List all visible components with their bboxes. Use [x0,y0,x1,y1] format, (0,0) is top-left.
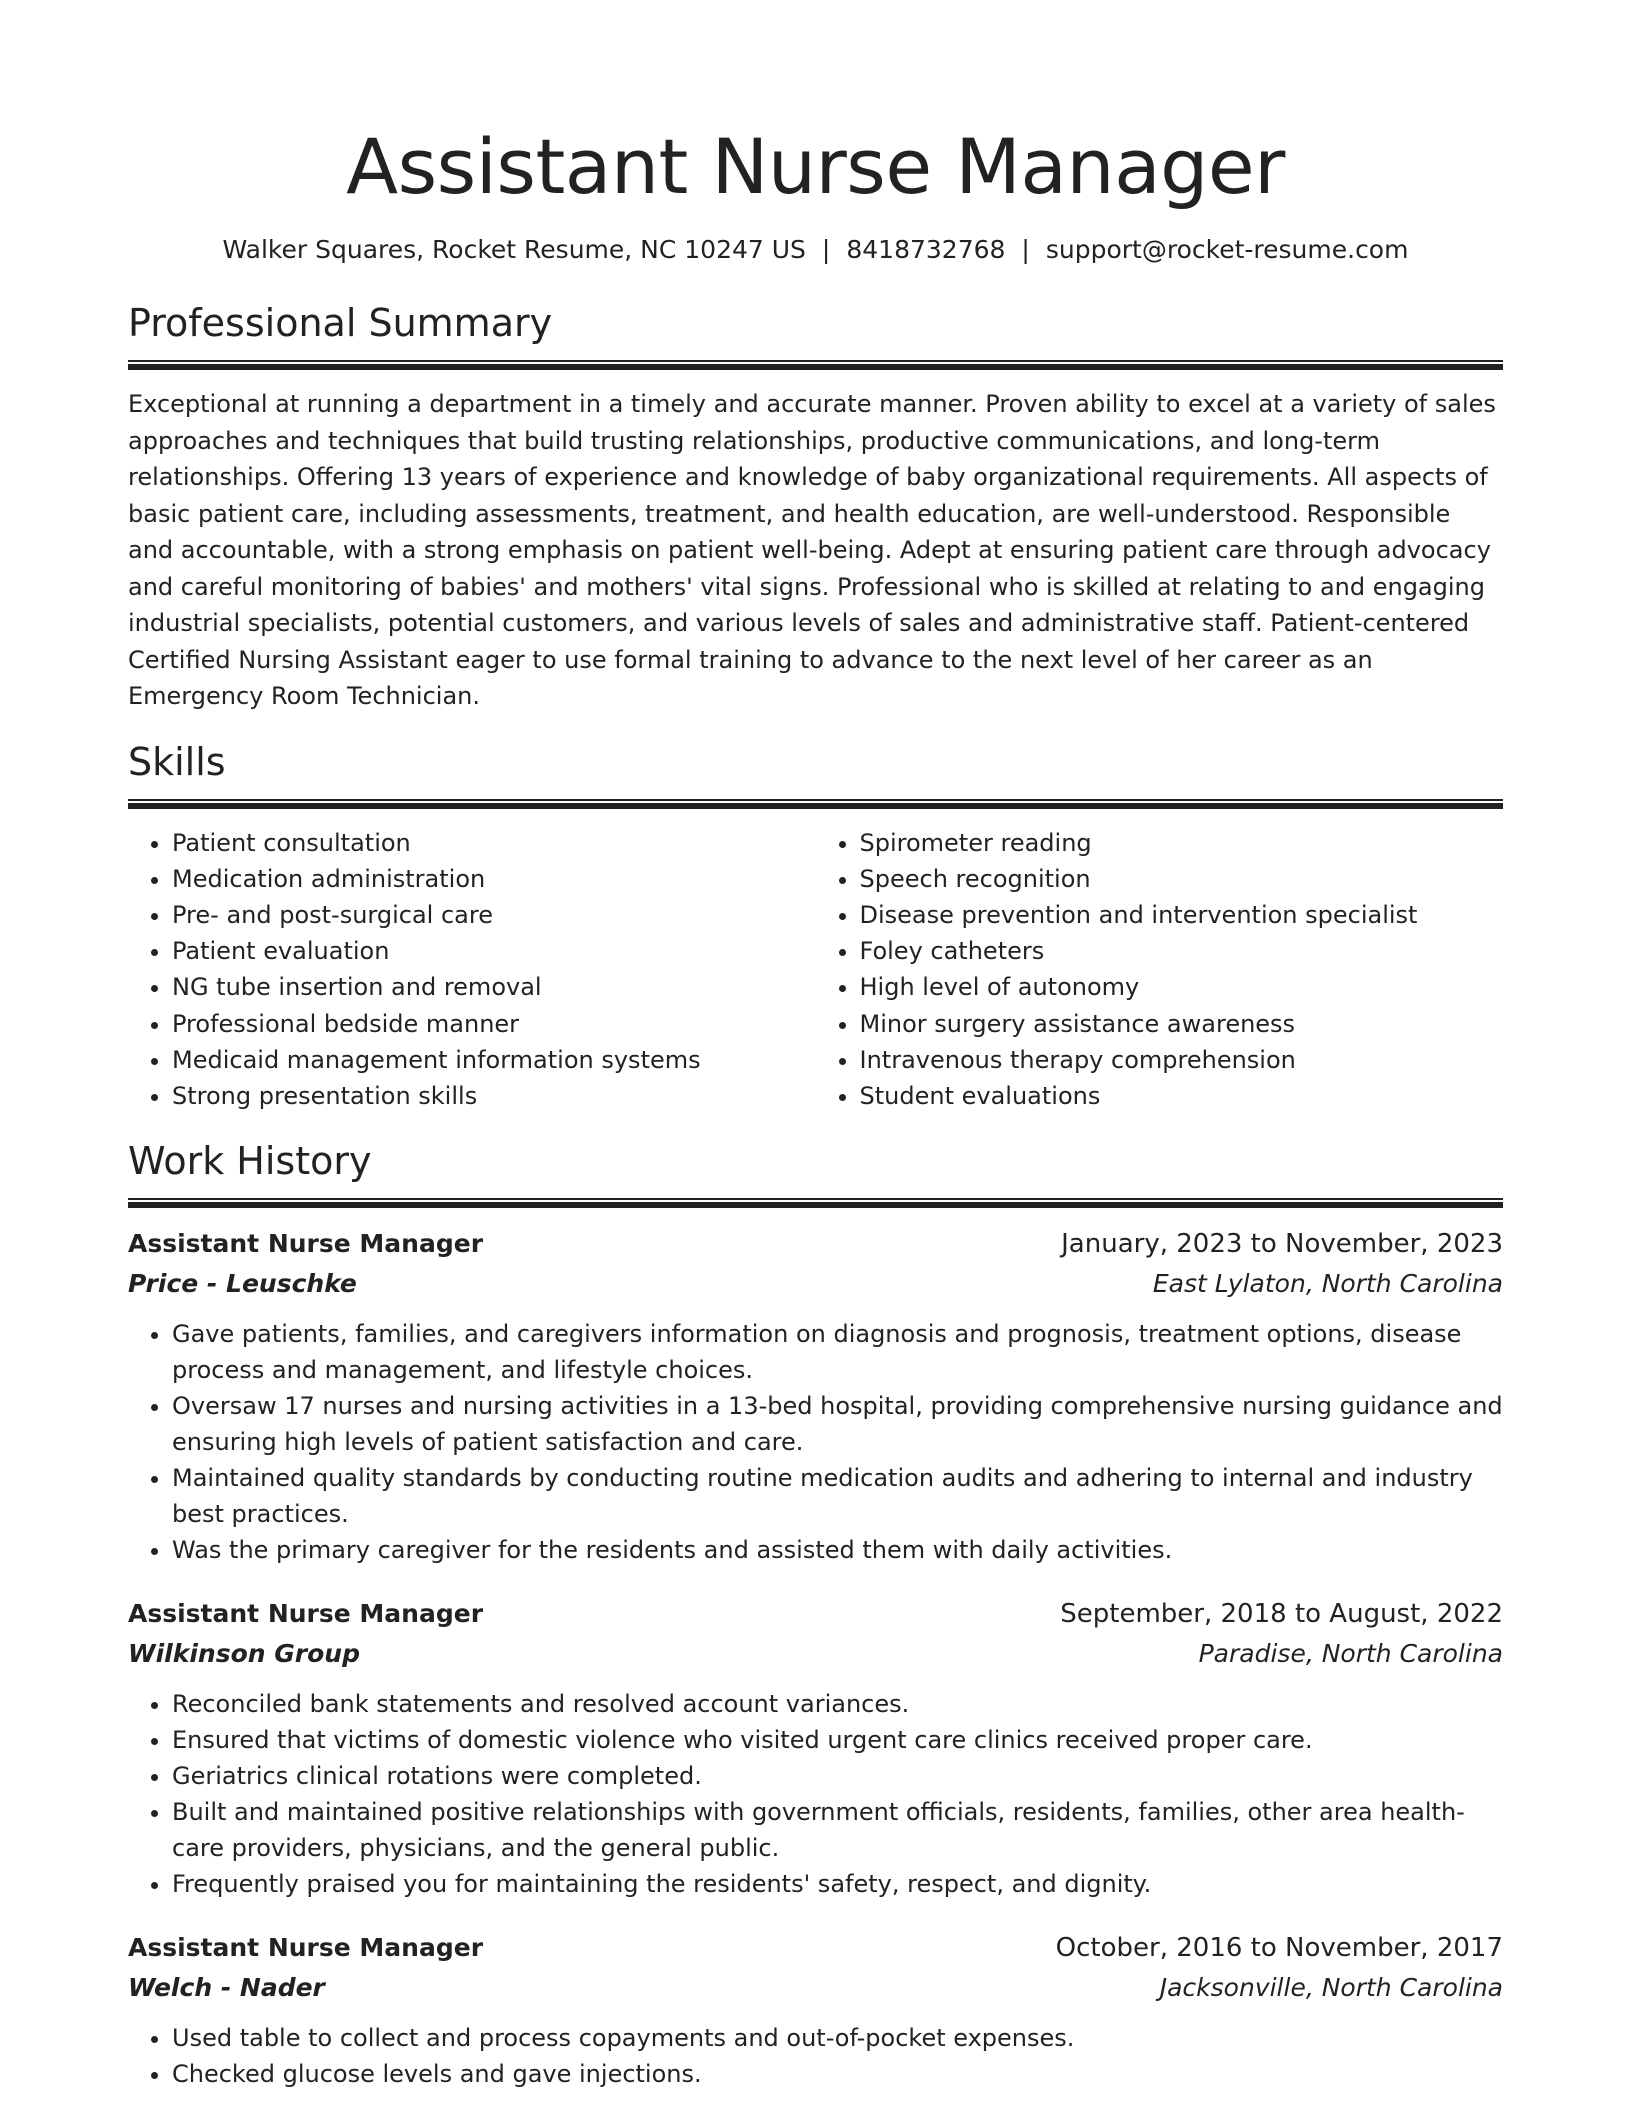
job-employer-row [128,1968,1503,2008]
job-dates: September, 2018 to August, 2022 [1060,1599,1503,1630]
job-bullet: • Reconciled bank statements and resolved account variances. [172,1686,1503,1722]
job-entry [128,1594,1503,1902]
skill-item: • Medicaid management information systems [172,1042,816,1078]
section-divider [128,360,1503,370]
skills-columns [128,825,1503,1115]
job-bullets [128,2020,1503,2092]
job-bullet: • Frequently praised you for maintaining the residents' safety, respect, and dignity. [172,1866,1503,1902]
summary-section [128,298,1503,715]
job-header-row [128,1224,1503,1264]
skill-item: • Foley catheters [860,933,1504,969]
skill-item: • Speech recognition [860,861,1504,897]
job-header-row [128,1594,1503,1634]
job-bullet: • Built and maintained positive relationships with government officials, residents, families, other area health-care providers, physicians, and the general public. [172,1794,1503,1866]
section-title-summary: Professional Summary [128,301,553,345]
job-location: Jacksonville, North Carolina [1159,1973,1503,2003]
contact-separator: | [1021,235,1030,264]
job-bullets [128,1686,1503,1902]
phone: 8418732768 [846,235,1006,264]
skill-item: • Intravenous therapy comprehension [860,1042,1504,1078]
skills-list-right [816,825,1504,1115]
skill-item: • Spirometer reading [860,825,1504,861]
skill-item: • Medication administration [172,861,816,897]
job-header-row [128,1928,1503,1968]
job-employer-row [128,1264,1503,1304]
job-entry [128,1224,1503,1568]
skill-item: • NG tube insertion and removal [172,969,816,1005]
job-employer-row [128,1634,1503,1674]
job-bullet: • Was the primary caregiver for the residents and assisted them with daily activities. [172,1532,1503,1568]
job-dates: January, 2023 to November, 2023 [1061,1229,1503,1260]
job-company: Welch - Nader [128,1973,325,2003]
job-title: Assistant Nurse Manager [128,1933,484,1963]
job-bullet: • Used table to collect and process copayments and out-of-pocket expenses. [172,2020,1503,2056]
skill-item: • Student evaluations [860,1078,1504,1114]
job-dates: October, 2016 to November, 2017 [1055,1933,1503,1964]
section-title-work-history: Work History [128,1139,372,1184]
address: Walker Squares, Rocket Resume, NC 10247 US [222,235,806,264]
section-divider [128,1198,1503,1208]
work-history-section [128,1136,1503,2092]
section-divider [128,799,1503,809]
email: support@rocket-resume.com [1045,235,1409,264]
resume-header [128,0,1503,268]
skill-item: • Disease prevention and intervention specialist [860,897,1504,933]
skill-item: • Strong presentation skills [172,1078,816,1114]
summary-text: Exceptional at running a department in a timely and accurate manner. Proven ability to excel at a variety of sales approaches and techniques that build trusting relationships, productive communications, and long-term relationships. Offering 13 years of experience and knowledge of baby organizational requirements. All aspects of basic patient care, including assessments, treatment, and health education, are well-understood. Responsible and accountable, with a strong emphasis on patient well-being. Adept at ensuring patient care through advocacy and careful monitoring of babies' and mothers' vital signs. Professional who is skilled at relating to and engaging industrial specialists, potential customers, and various levels of sales and administrative staff. Patient-centered Certified Nursing Assistant eager to use formal training to advance to the next level of her career as an Emergency Room Technician. [128,390,1496,710]
job-bullets [128,1316,1503,1568]
job-company: Wilkinson Group [128,1639,360,1669]
skill-item: • Pre- and post-surgical care [172,897,816,933]
section-title-skills: Skills [128,739,226,784]
job-location: East Lylaton, North Carolina [1152,1269,1503,1299]
skill-item: • Minor surgery assistance awareness [860,1006,1504,1042]
job-bullet: • Geriatrics clinical rotations were completed. [172,1758,1503,1794]
contact-line [128,232,1503,268]
skill-item: • Patient consultation [172,825,816,861]
job-bullet: • Maintained quality standards by conducting routine medication audits and adhering to internal and industry best practices. [172,1460,1503,1532]
skill-item: • Patient evaluation [172,933,816,969]
skill-item: • High level of autonomy [860,969,1504,1005]
job-bullet: • Oversaw 17 nurses and nursing activities in a 13-bed hospital, providing comprehensive nursing guidance and ensuring high levels of patient satisfaction and care. [172,1388,1503,1460]
contact-separator: | [821,235,831,264]
job-entry [128,1928,1503,2092]
candidate-name: Assistant Nurse Manager [346,122,1285,211]
job-bullet: • Gave patients, families, and caregivers information on diagnosis and prognosis, treatment options, disease process and management, and lifestyle choices. [172,1316,1503,1388]
skills-section [128,737,1503,1115]
job-bullet: • Checked glucose levels and gave injections. [172,2056,1503,2092]
job-title: Assistant Nurse Manager [128,1599,484,1629]
skills-list-left [128,825,816,1115]
job-title: Assistant Nurse Manager [128,1229,484,1259]
job-location: Paradise, North Carolina [1198,1639,1503,1669]
job-company: Price - Leuschke [128,1269,357,1299]
skill-item: • Professional bedside manner [172,1006,816,1042]
job-bullet: • Ensured that victims of domestic violence who visited urgent care clinics received proper care. [172,1722,1503,1758]
